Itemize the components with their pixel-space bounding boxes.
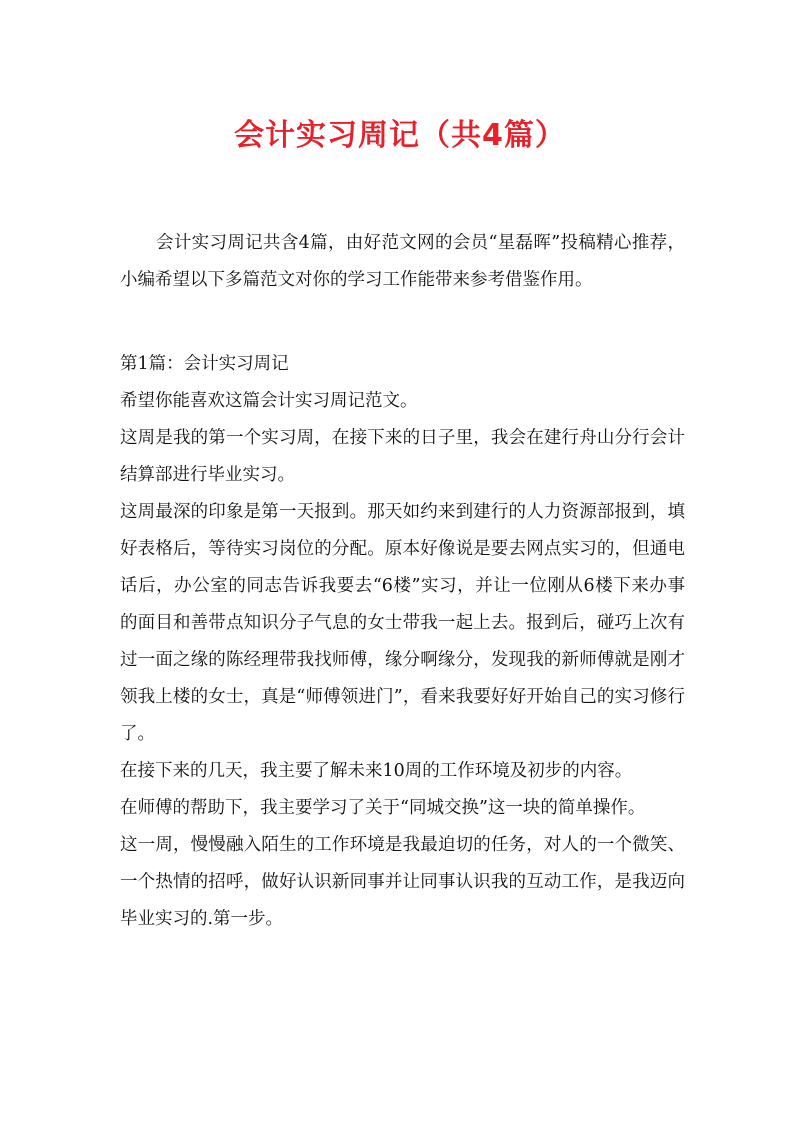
- body-paragraph: 在接下来的几天，我主要了解未来10周的工作环境及初步的内容。: [120, 761, 633, 781]
- intro-paragraph: 会计实习周记共含4篇，由好范文网的会员“星磊晖”投稿精心推荐，小编希望以下多篇范文对你的学习工作能带来参考借鉴作用。: [120, 233, 685, 290]
- body-paragraph: 这周是我的第一个实习周，在接下来的日子里，我会在建行舟山分行会计结算部进行毕业实习。: [120, 428, 685, 485]
- section-heading: 第1篇：会计实习周记: [120, 354, 289, 374]
- body-paragraph: 这周最深的印象是第一天报到。那天如约来到建行的人力资源部报到，填好表格后，等待实习岗位的分配。原本好像说是要去网点实习的，但通电话后，办公室的同志告诉我要去“6楼”实习，并让一位刚从6楼下来办事的面目和善带点知识分子气息的女士带我一起上去。报到后，碰巧上次有过一面之缘的陈经理带我找师傅，缘分啊缘分，发现我的新师傅就是刚才领我上楼的女士，真是“师傅领进门”，看来我要好好开始自己的实习修行了。: [120, 502, 685, 744]
- document-title: 会计实习周记（共4篇）: [234, 118, 566, 153]
- document-body: [120, 225, 685, 938]
- body-paragraph: 希望你能喜欢这篇会计实习周记范文。: [120, 391, 418, 411]
- body-paragraph: 在师傅的帮助下，我主要学习了关于“同城交换”这一块的简单操作。: [120, 798, 646, 818]
- body-paragraph: 这一周，慢慢融入陌生的工作环境是我最迫切的任务，对人的一个微笑、一个热情的招呼，做好认识新同事并让同事认识我的互动工作，是我迈向毕业实习的.第一步。: [120, 835, 685, 929]
